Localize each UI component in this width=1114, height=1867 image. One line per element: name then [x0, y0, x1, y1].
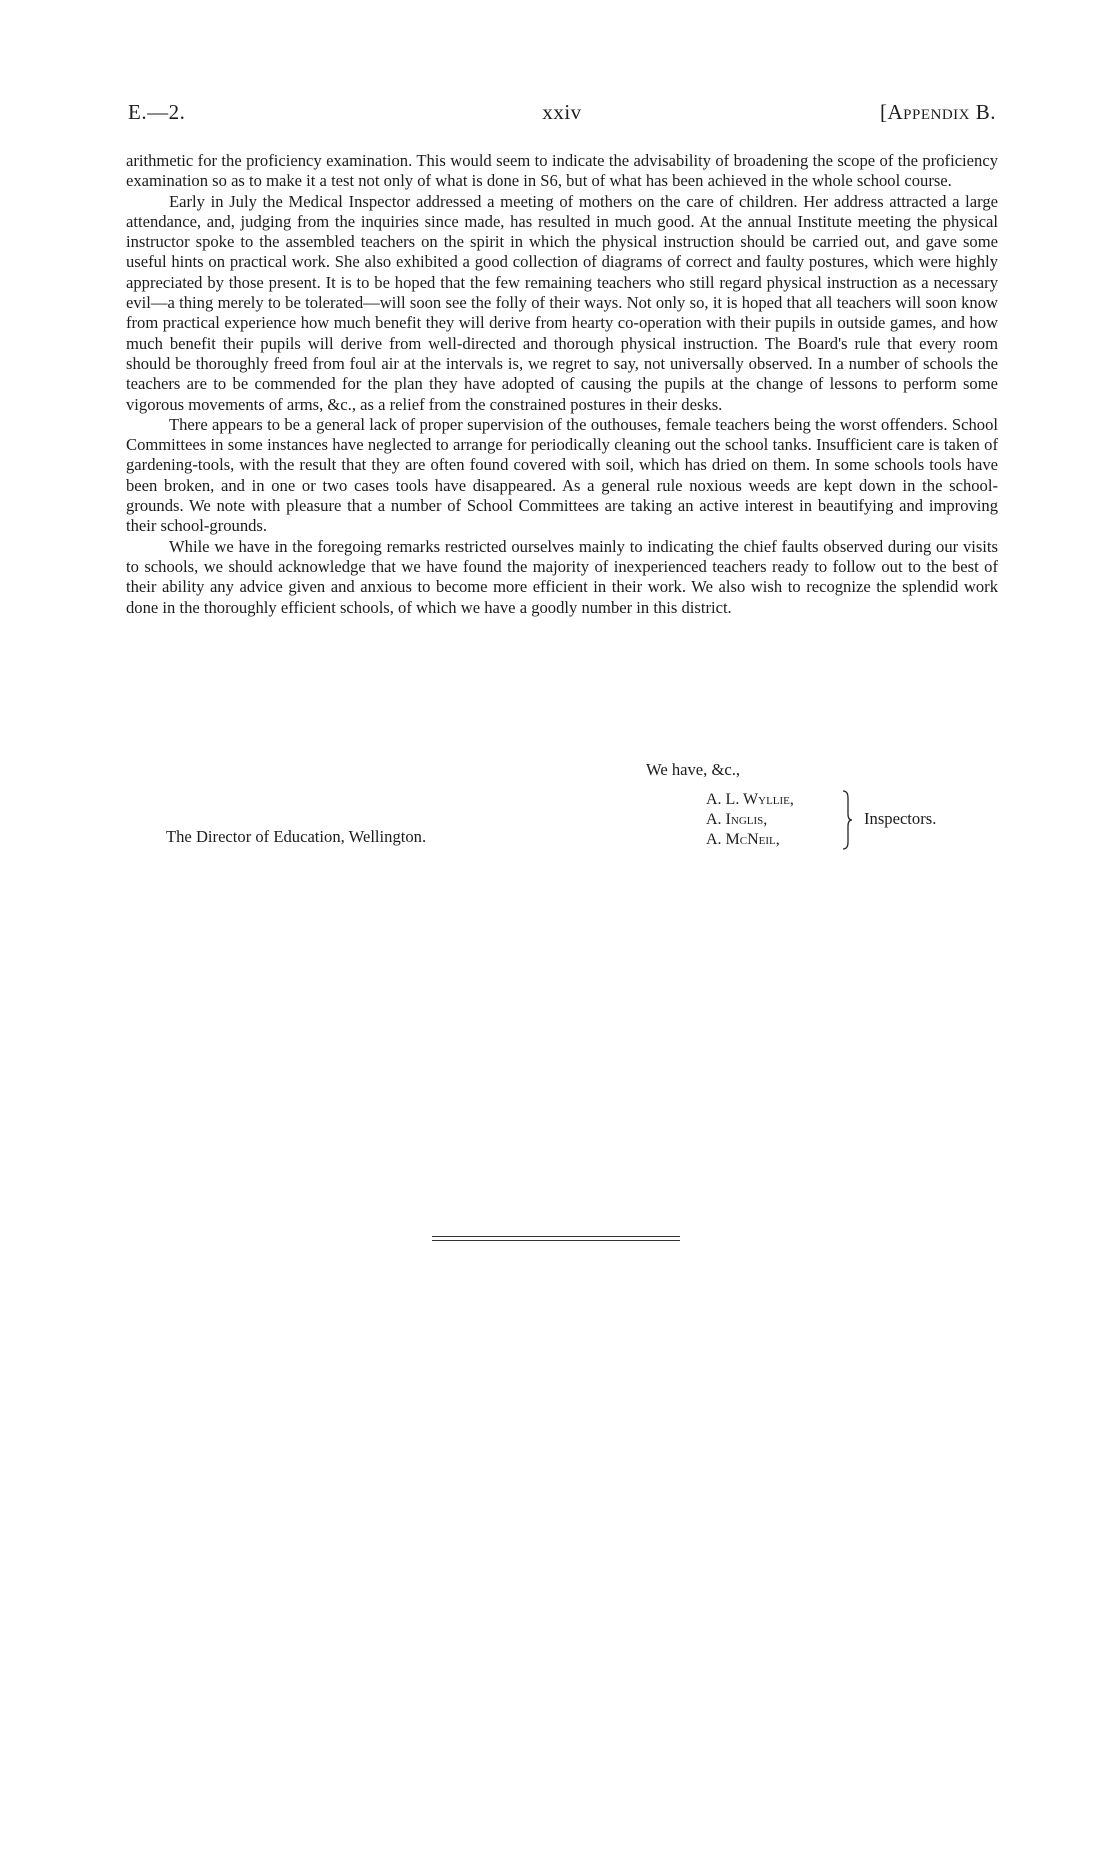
report-body	[126, 151, 998, 618]
brace-icon	[842, 790, 852, 850]
addressee: The Director of Education, Wellington.	[166, 827, 427, 846]
signatory-mcneil: A. McNeil,	[706, 831, 780, 848]
paragraph-outhouses: There appears to be a general lack of proper supervision of the outhouses, female teachers being the worst offenders. School Committees in some instances have neglected to arrange for periodically cleaning out the school tanks. Insufficient care is taken of gardening-tools, with the result that they are often found covered with soil, which has dried on them. In some schools tools have been broken, and in one or two cases tools have disappeared. As a general rule noxious weeds are kept down in the school-grounds. We note with pleasure that a number of School Committees are taking an active interest in beautifying and improving their school-grounds.	[126, 414, 998, 536]
appendix-bracket: [	[879, 100, 888, 124]
signatory-wyllie: A. L. Wyllie,	[706, 791, 794, 808]
appendix-text: Appendix B.	[887, 100, 996, 124]
closing-rule-top	[432, 1236, 680, 1237]
closing-rule-bottom	[432, 1240, 680, 1241]
page-number: xxiv	[542, 100, 582, 124]
signatories	[706, 790, 794, 850]
appendix-label	[880, 100, 996, 125]
paragraph-conclusion: While we have in the foregoing remarks restricted ourselves mainly to indicating the chief faults observed during our visits to schools, we should acknowledge that we have found the majority of inexperienced teachers ready to follow out to the best of their ability any advice given and anxious to become more efficient in their work. We also wish to recognize the splendid work done in the thoroughly efficient schools, of which we have a goodly number in this district.	[126, 536, 998, 617]
page-header	[128, 100, 996, 130]
paragraph-proficiency: arithmetic for the proficiency examination. This would seem to indicate the advisability of broadening the scope of the proficiency examination so as to make it a test not only of what is done in S6, but of what has been achieved in the whole school course.	[126, 151, 998, 191]
signatories-role: Inspectors.	[864, 809, 937, 828]
signoff: We have, &c.,	[646, 760, 741, 779]
paragraph-physical-instruction: Early in July the Medical Inspector addressed a meeting of mothers on the care of children. Her address attracted a large attendance, and, judging from the inquiries since made, has resulted in much good. At the annual Institute meeting the physical instructor spoke to the assembled teachers on the spirit in which the physical instruction should be carried out, and gave some useful hints on practical work. She also exhibited a good collection of diagrams of correct and faulty postures, which were highly appreciated by those present. It is to be hoped that the few remaining teachers who still regard physical instruction as a necessary evil—a thing merely to be tolerated—will soon see the folly of their ways. Not only so, it is hoped that all teachers will soon know from practical experience how much benefit they will derive from hearty co-operation with their pupils in outside games, and how much benefit their pupils will derive from well-directed and thorough physical instruction. The Board's rule that every room should be thoroughly freed from foul air at the intervals is, we regret to say, not universally observed. In a number of schools the teachers are to be commended for the plan they have adopted of causing the pupils at the change of lessons to perform some vigorous movements of arms, &c., as a relief from the constrained postures in their desks.	[126, 191, 998, 414]
signatory-inglis: A. Inglis,	[706, 811, 768, 828]
document-code: E.—2.	[128, 100, 186, 124]
